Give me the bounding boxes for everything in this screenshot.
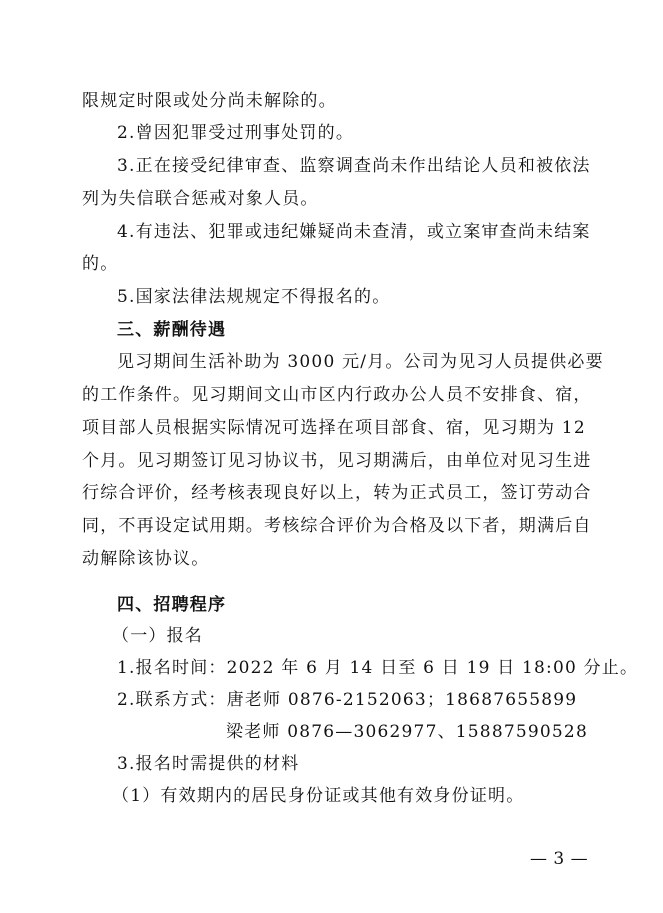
paragraph-line: 的。 <box>82 254 119 274</box>
list-item: 3.报名时需提供的材料 <box>117 754 300 774</box>
paragraph-line: 见习期间生活补助为 3000 元/月。公司为见习人员提供必要 <box>117 352 604 372</box>
paragraph-line: 同，不再设定试用期。考核综合评价为合格及以下者，期满后自 <box>82 516 592 536</box>
page-number: — 3 — <box>530 849 589 869</box>
paragraph-line: 个月。见习期签订见习协议书，见习期满后，由单位对见习生进 <box>82 451 592 471</box>
list-item: 4.有违法、犯罪或违纪嫌疑尚未查清，或立案审查尚未结案 <box>117 222 591 242</box>
paragraph-line: 动解除该协议。 <box>82 549 210 569</box>
list-item: 5.国家法律法规规定不得报名的。 <box>117 287 391 307</box>
subsection-heading: （一）报名 <box>112 626 203 646</box>
list-item: 2.联系方式：唐老师 0876-2152063；18687655899 <box>117 690 578 710</box>
section-heading-salary: 三、薪酬待遇 <box>117 320 227 340</box>
section-heading-procedure: 四、招聘程序 <box>117 595 227 615</box>
paragraph-line: 项目部人员根据实际情况可选择在项目部食、宿，见习期为 12 <box>82 418 586 438</box>
paragraph-line: 的工作条件。见习期间文山市区内行政办公人员不安排食、宿， <box>82 385 592 405</box>
paragraph-line: 行综合评价，经考核表现良好以上，转为正式员工，签订劳动合 <box>82 483 592 503</box>
paragraph-line: 列为失信联合惩戒对象人员。 <box>82 189 319 209</box>
list-item: 2.曾因犯罪受过刑事处罚的。 <box>117 123 355 143</box>
contact-line: 梁老师 0876—3062977、15887590528 <box>226 722 588 742</box>
list-item: 3.正在接受纪律审查、监察调查尚未作出结论人员和被依法 <box>117 156 591 176</box>
paragraph-line: 限规定时限或处分尚未解除的。 <box>82 91 337 111</box>
list-item: 1.报名时间：2022 年 6 月 14 日至 6 日 19 日 18:00 分止。 <box>117 658 639 678</box>
list-item: （1）有效期内的居民身份证或其他有效身份证明。 <box>112 786 525 806</box>
